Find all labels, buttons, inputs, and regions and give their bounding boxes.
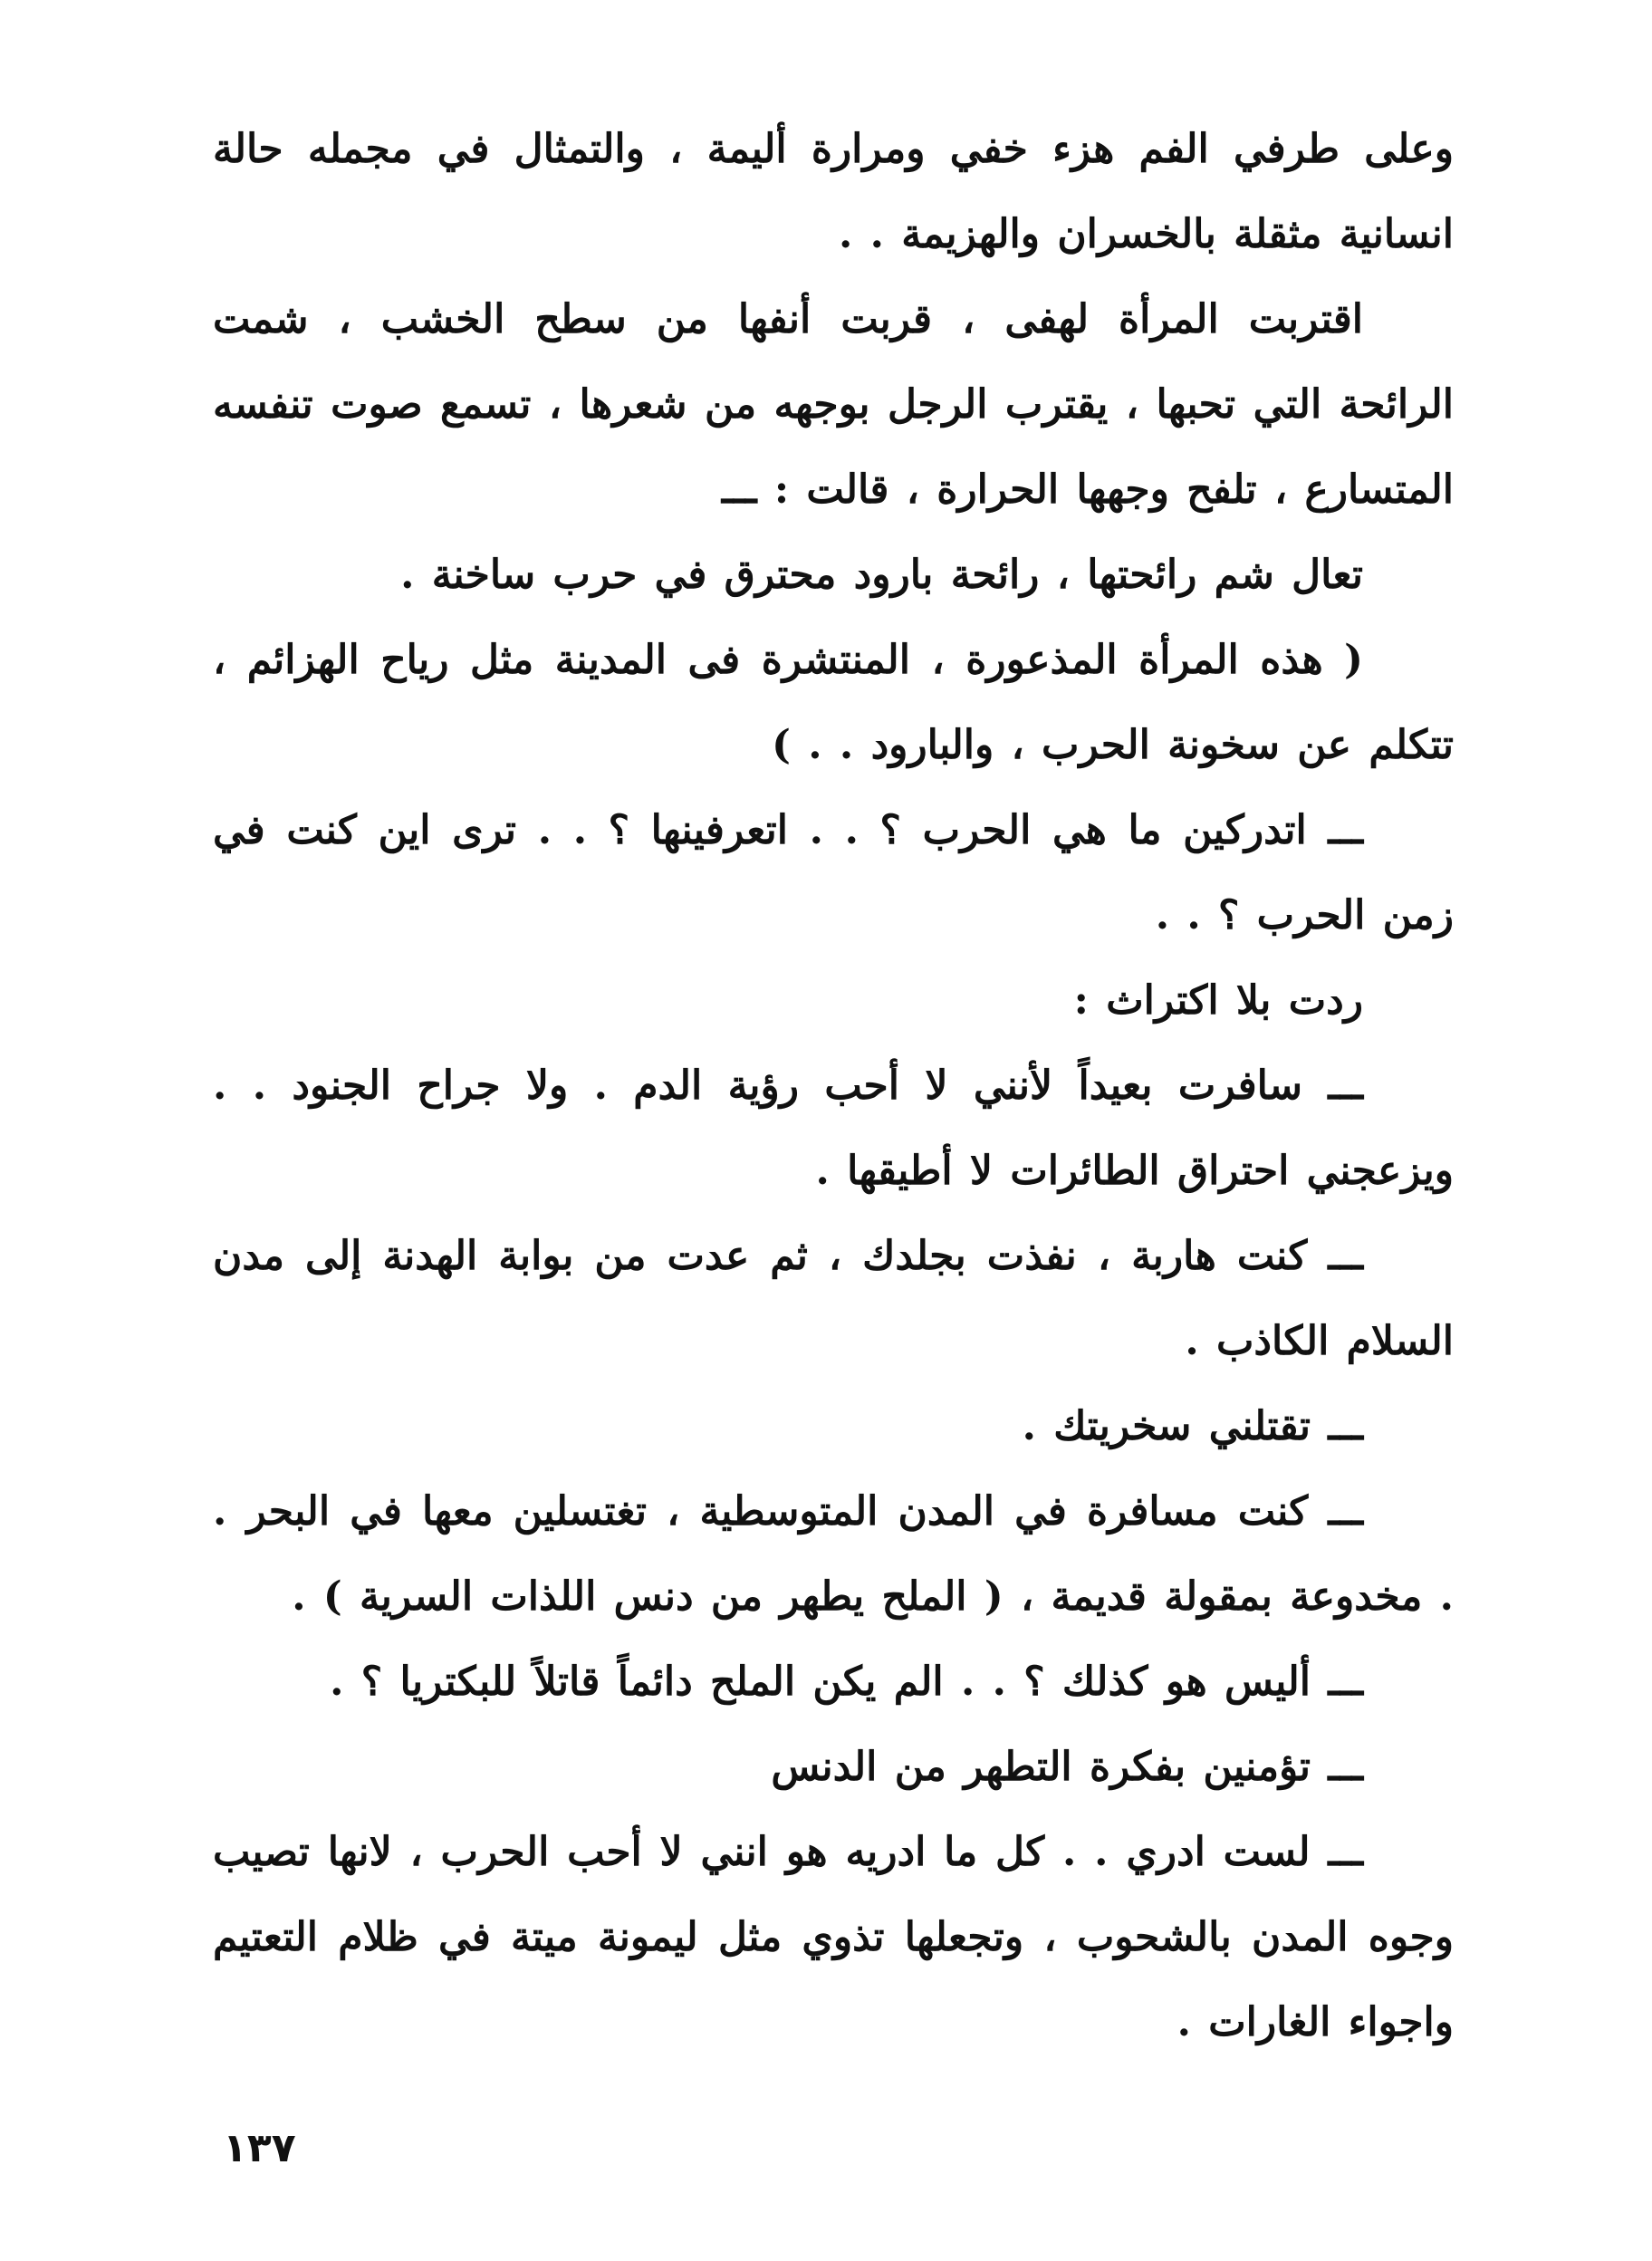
paragraph-2: اقتربت المرأة لهفى ، قربت أنفها من سطح الخشب ، شمت الرائحة التي تحبها ، يقترب الرجل بوجهه من شعرها ، تسمع صوت تنفسه المتسارع ، تلفح وجهها الحرارة ، قالت : ـــ: [213, 296, 1454, 513]
paragraph-1: وعلى طرفي الفم هزء خفي ومرارة أليمة ، والتمثال في مجمله حالة انسانية مثقلة بالخسران والهزيمة . .: [213, 126, 1454, 257]
paragraph-7: ـــ سافرت بعيداً لأنني لا أحب رؤية الدم . ولا جراح الجنود . . ويزعجني احتراق الطائرات لا أطيقها .: [213, 1063, 1454, 1194]
paragraph-8: ـــ كنت هاربة ، نفذت بجلدك ، ثم عدت من بوابة الهدنة إلى مدن السلام الكاذب .: [213, 1233, 1454, 1364]
paragraph-12: ـــ تؤمنين بفكرة التطهر من الدنس: [771, 1744, 1363, 1790]
paragraph-9: ـــ تقتلني سخريتك .: [1022, 1403, 1363, 1449]
paragraph-13: ـــ لست ادري . . كل ما ادريه هو انني لا أحب الحرب ، لانها تصيب وجوه المدن بالشحوب ، وتجعلها تذوي مثل ليمونة ميتة في ظلام التعتيم واجواء الغارات .: [213, 1829, 1454, 2045]
paragraph-4: ( هذه المرأة المذعورة ، المنتشرة فى المدينة مثل رياح الهزائم ، تتكلم عن سخونة الحرب ، والبارود . . ): [213, 637, 1454, 768]
paragraph-3: تعال شم رائحتها ، رائحة بارود محترق في حرب ساخنة .: [400, 552, 1363, 598]
paragraph-6: ردت بلا اكتراث :: [1073, 977, 1363, 1024]
page-number: ١٣٧: [223, 2125, 296, 2171]
paragraph-5: ـــ اتدركين ما هي الحرب ؟ . . اتعرفينها ؟ . . ترى اين كنت في زمن الحرب ؟ . .: [213, 807, 1454, 938]
paragraph-11: ـــ أليس هو كذلك ؟ . . الم يكن الملح دائماً قاتلاً للبكتريا ؟ .: [330, 1659, 1363, 1705]
paragraph-10: ـــ كنت مسافرة في المدن المتوسطية ، تغتسلين معها في البحر . . مخدوعة بمقولة قديمة ، ( الملح يطهر من دنس اللذات السرية ) .: [213, 1488, 1454, 1620]
body-text: [213, 107, 1454, 2065]
